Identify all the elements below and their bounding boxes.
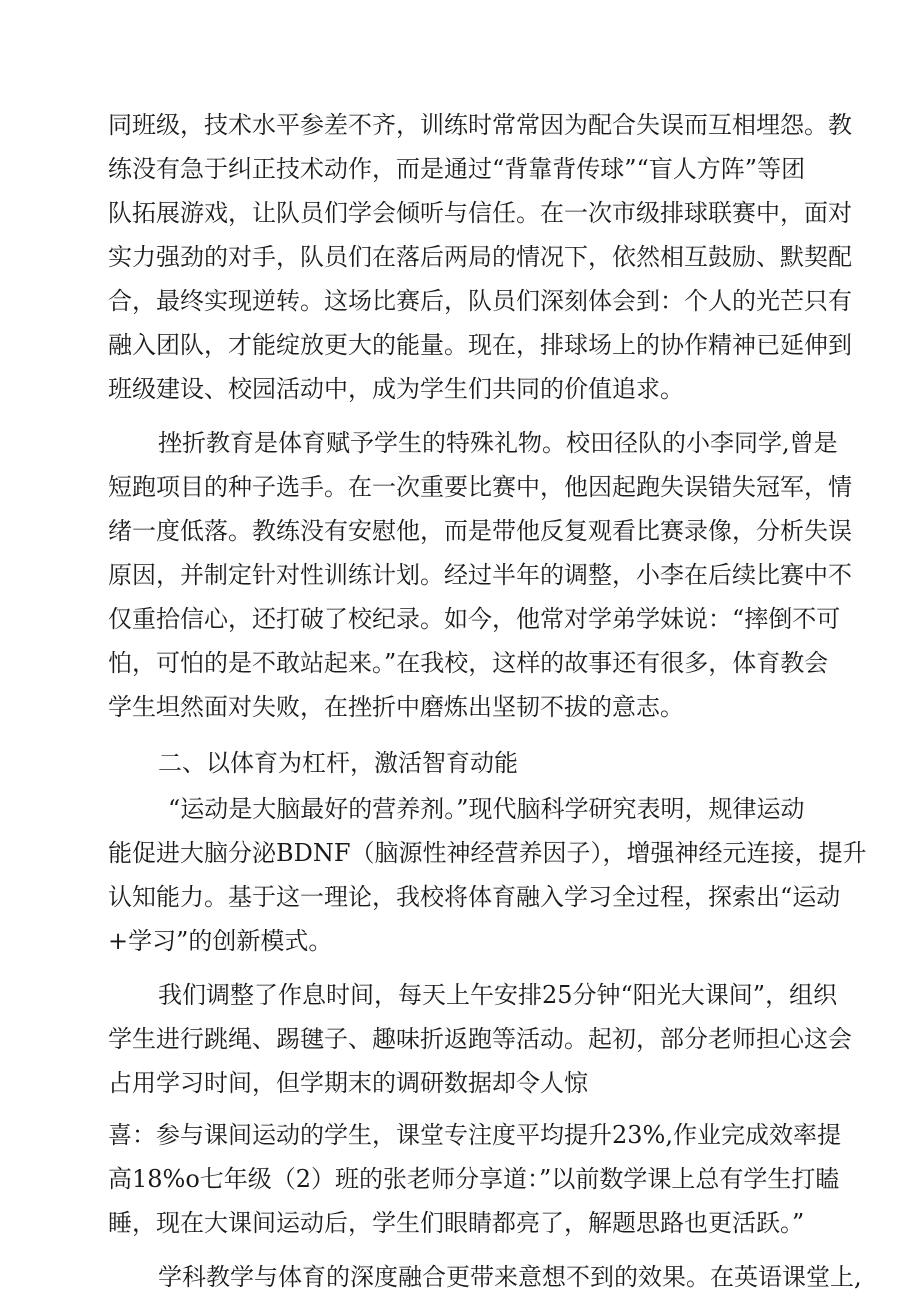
body-text-line: 原因，并制定针对性训练计划。经过半年的调整，小李在后续比赛中不 bbox=[108, 561, 852, 589]
body-text-line: 绪一度低落。教练没有安慰他，而是带他反复观看比赛录像，分析失误 bbox=[108, 517, 852, 545]
body-text-line: 学生坦然面对失败，在挫折中磨炼出坚韧不拔的意志。 bbox=[108, 693, 684, 721]
body-text-line: 能促进大脑分泌BDNF（脑源性神经营养因子），增强神经元连接，提升 bbox=[108, 839, 867, 867]
body-text-line: 短跑项目的种子选手。在一次重要比赛中，他因起跑失误错失冠军，情 bbox=[108, 473, 852, 501]
body-text-line: 我们调整了作息时间，每天上午安排25分钟“阳光大课间”，组织 bbox=[158, 981, 838, 1009]
body-text-line: 喜：参与课间运动的学生，课堂专注度平均提升23%,作业完成效率提 bbox=[108, 1121, 841, 1149]
body-text-line: “运动是大脑最好的营养剂。”现代脑科学研究表明，规律运动 bbox=[168, 795, 805, 823]
body-text-line: 合，最终实现逆转。这场比赛后，队员们深刻体会到：个人的光芒只有 bbox=[108, 287, 852, 315]
body-text-line: 占用学习时间，但学期末的调研数据却令人惊 bbox=[108, 1069, 588, 1097]
body-text-line: 融入团队，才能绽放更大的能量。现在，排球场上的协作精神已延伸到 bbox=[108, 331, 852, 359]
body-text-line: 学科教学与体育的深度融合更带来意想不到的效果。在英语课堂上, bbox=[158, 1263, 862, 1291]
body-text-line: +学习”的创新模式。 bbox=[108, 927, 333, 955]
body-text-line: 班级建设、校园活动中，成为学生们共同的价值追求。 bbox=[108, 375, 684, 403]
body-text-line: 认知能力。基于这一理论，我校将体育融入学习全过程，探索出“运动 bbox=[108, 883, 841, 911]
body-text-line: 同班级，技术水平参差不齐，训练时常常因为配合失误而互相埋怨。教 bbox=[108, 111, 852, 139]
body-text-line: 睡，现在大课间运动后，学生们眼睛都亮了，解题思路也更活跃。” bbox=[108, 1209, 805, 1237]
body-text-line: 高18%o七年级（2）班的张老师分享道：”以前数学课上总有学生打瞌 bbox=[108, 1165, 840, 1193]
body-text-line: 学生进行跳绳、踢毽子、趣味折返跑等活动。起初，部分老师担心这会 bbox=[108, 1025, 852, 1053]
body-text-line: 挫折教育是体育赋予学生的特殊礼物。校田径队的小李同学,曾是 bbox=[158, 429, 838, 457]
body-text-line: 怕，可怕的是不敢站起来。”在我校，这样的故事还有很多，体育教会 bbox=[108, 649, 829, 677]
section-heading: 二、以体育为杠杆，激活智育动能 bbox=[158, 749, 518, 777]
body-text-line: 仅重拾信心，还打破了校纪录。如今，他常对学弟学妹说：“摔倒不可 bbox=[108, 605, 841, 633]
body-text-line: 练没有急于纠正技术动作，而是通过“背靠背传球”“盲人方阵”等团 bbox=[108, 155, 806, 183]
body-text-line: 实力强劲的对手，队员们在落后两局的情况下，依然相互鼓励、默契配 bbox=[108, 243, 852, 271]
body-text-line: 队拓展游戏，让队员们学会倾听与信任。在一次市级排球联赛中，面对 bbox=[108, 199, 852, 227]
